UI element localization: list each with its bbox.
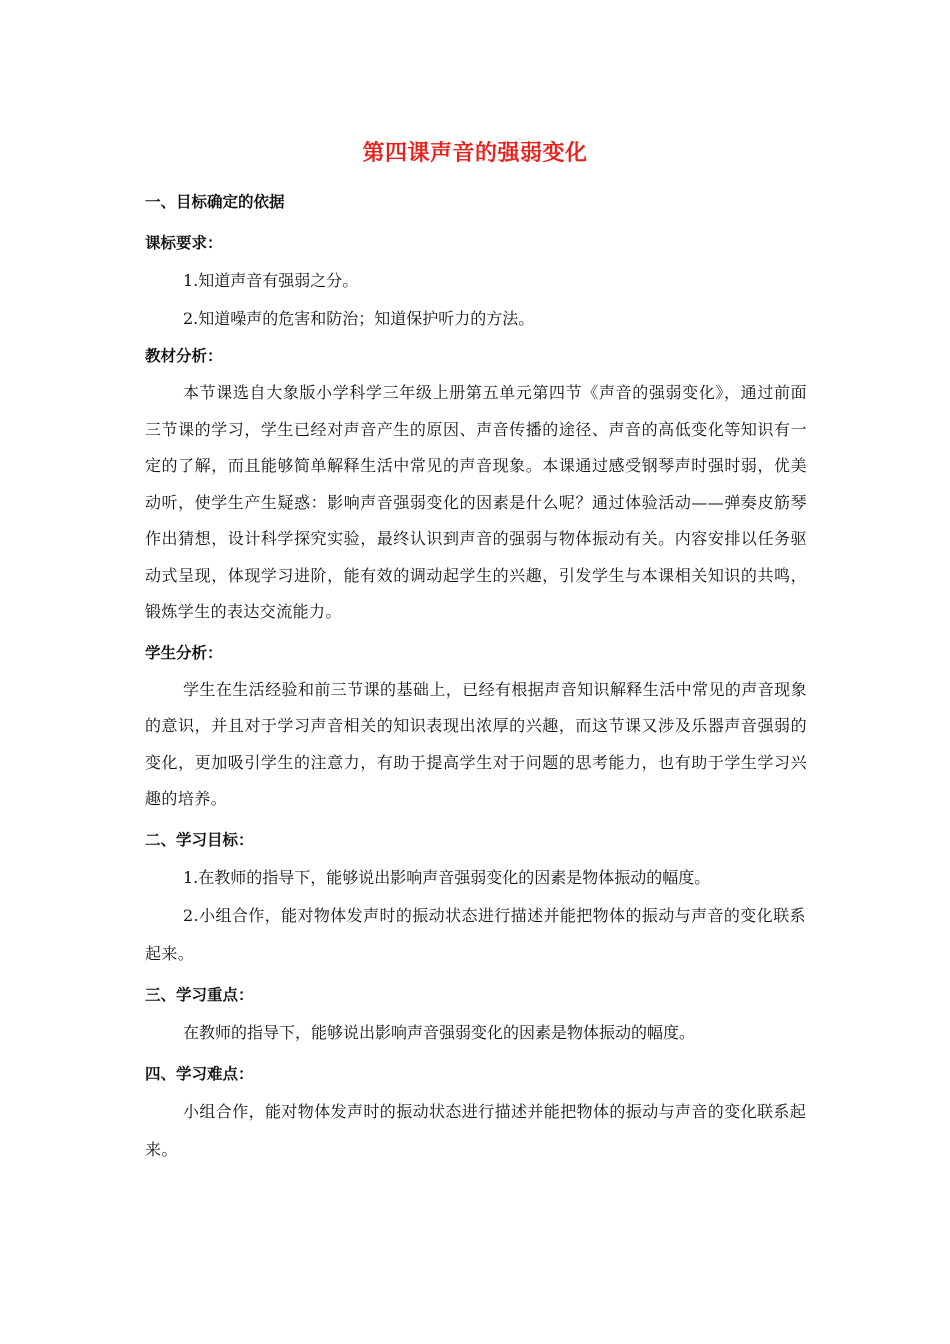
standard-heading: 课标要求： (145, 234, 223, 252)
objective-item-1: 1.在教师的指导下，能够说出影响声音强弱变化的因素是物体振动的幅度。 (183, 867, 711, 887)
standard-item-2: 2.知道噪声的危害和防治；知道保护听力的方法。 (183, 309, 535, 328)
document-body (145, 184, 807, 1169)
standard-item-1: 1.知道声音有强弱之分。 (183, 271, 359, 290)
section-2-heading: 二、学习目标： (145, 830, 254, 849)
objective-item-2: 2.小组合作，能对物体发声时的振动状态进行描述并能把物体的振动与声音的变化联系起来。 (145, 905, 806, 963)
material-heading: 教材分析： (145, 347, 223, 365)
document-title: 第四课声音的强弱变化 (362, 141, 588, 166)
material-paragraph: 本节课选自大象版小学科学三年级上册第五单元第四节《声音的强弱变化》，通过前面三节课的学习，学生已经对声音产生的原因、声音传播的途径、声音的高低变化等知识有一定的了解，而且能够简单解释生活中常见的声音现象。本课通过感受钢琴声时强时弱，优美动听，使学生产生疑惑：影响声音强弱变化的因素是什么呢？通过体验活动——弹奏皮筋琴作出猜想，设计科学探究实验，最终认识到声音的强弱与物体振动有关。内容安排以任务驱动式呈现，体现学习进阶，能有效的调动起学生的兴趣，引发学生与本课相关知识的共鸣，锻炼学生的表达交流能力。 (145, 383, 807, 621)
section-1-heading: 一、目标确定的依据 (145, 193, 285, 211)
student-heading: 学生分析： (145, 643, 223, 662)
key-point-text: 在教师的指导下，能够说出影响声音强弱变化的因素是物体振动的幅度。 (183, 1022, 696, 1042)
difficulty-text: 小组合作，能对物体发声时的振动状态进行描述并能把物体的振动与声音的变化联系起来。 (145, 1101, 807, 1159)
section-4-heading: 四、学习难点： (145, 1064, 254, 1083)
section-3-heading: 三、学习重点： (145, 985, 254, 1004)
student-paragraph: 学生在生活经验和前三节课的基础上，已经有根据声音知识解释生活中常见的声音现象的意识，并且对于学习声音相关的知识表现出浓厚的兴趣，而这节课又涉及乐器声音强弱的变化，更加吸引学生的注意力，有助于提高学生对于问题的思考能力，也有助于学生学习兴趣的培养。 (145, 679, 807, 808)
